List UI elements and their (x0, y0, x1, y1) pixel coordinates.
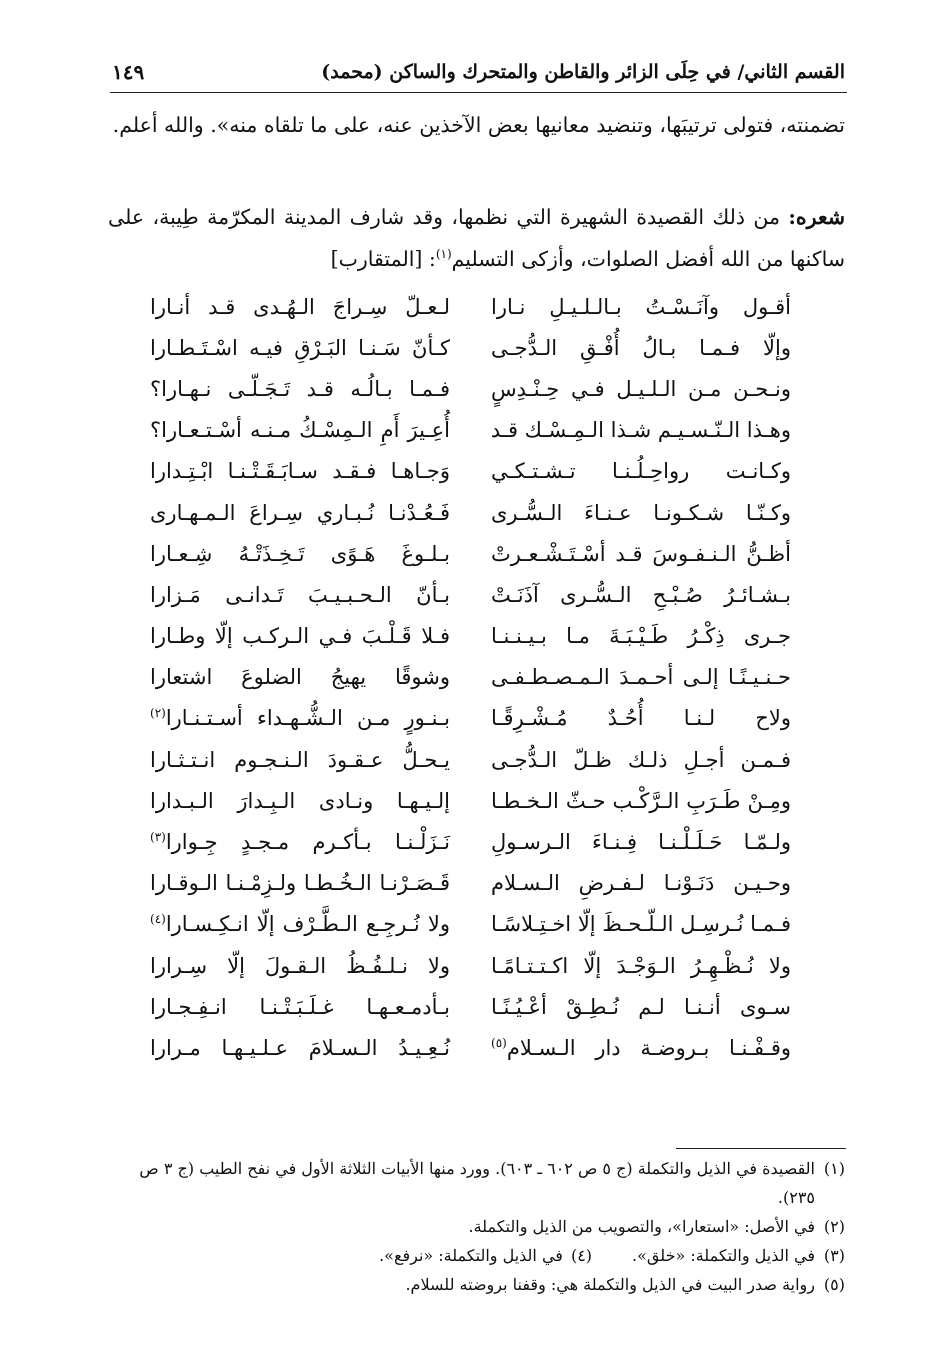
footnote-number: (٥) (823, 1275, 845, 1294)
verse (150, 410, 791, 451)
footnote-text: القصيدة في الذيل والتكملة (ج ٥ ص ٦٠٢ ـ ٦٠٣). وورد منها الأبيات الثلاثة الأول في نفح الطيب (ج ٣ ص ٢٣٥). (139, 1159, 815, 1207)
verse-second-hemistich: قَـصَـرْنـا الـخُـطـا ولـزِمْـنـا الـوقـارا (150, 871, 450, 896)
verse-first-hemistich: وكـنّـا شـكـونـا عـنـاءَ الـسُّـرى (491, 500, 791, 525)
footnote-text: في الذيل والتكملة: «نرفع». (379, 1246, 563, 1265)
verse-first-hemistich: وحـيـن دَنَـوْنـا لـفـرضِ الـسـلام (491, 871, 791, 896)
verse (150, 451, 791, 492)
verse-first-hemistich: فـمـا نُـرسِـل الـلّـحـظَ إلّا اخـتِـلاسًـا (491, 912, 791, 937)
footnote-text: في الأصل: «استعارا»، والتصويب من الذيل والتكملة. (468, 1217, 815, 1236)
footnote-ref[interactable]: (٢) (150, 706, 166, 721)
verse (150, 533, 791, 574)
verse (150, 821, 791, 862)
verse-second-hemistich: نُـعِـيـدُ الـسـلامَ عـلـيـهـا مـرارا (150, 1035, 450, 1060)
verse-second-hemistich: بـأنّ الـحـبـيـبَ تَـدانـى مَـزارا (150, 582, 450, 607)
footnote-3-4 (108, 1241, 845, 1270)
verse-first-hemistich: سـوى أنـنـا لـم نُـطِـقْ أعْـيُـنًـا (491, 994, 791, 1019)
paragraph-poetry-intro (108, 196, 845, 280)
verse-second-hemistich: أُعِـيرَ أَمِ الـمِسْـكُ مـنـه أسْـتـعـارا؟ (150, 418, 450, 443)
footnote-ref[interactable]: (٣) (150, 830, 166, 845)
verse-second-hemistich: لـعـلّ سِـراجَ الـهُـدى قـد أنـارا (150, 294, 450, 319)
verse (150, 368, 791, 409)
verse-second-hemistich: إلـيـهـا ونـادى الـبِـدارَ الـبـدارا (150, 788, 450, 813)
verse (150, 780, 791, 821)
verse-second-hemistich: فـمـا بـالُـه قـد تَـجَـلّـى نـهـارا؟ (150, 376, 450, 401)
verse (150, 739, 791, 780)
verse-first-hemistich: وكـانـت رواحِـلُـنـا تـشـتـكـي (491, 459, 791, 484)
verse-first-hemistich: فـمـن أجـلِ ذلـك ظـلّ الـدُّجـى (491, 747, 791, 772)
footnote-number: (١) (823, 1159, 845, 1178)
verse-first-hemistich: حـنـيـنًـا إلـى أحـمـدَ الـمـصـطـفـى (491, 665, 791, 690)
verse (150, 986, 791, 1027)
footnote-text: في الذيل والتكملة: «خلق». (632, 1246, 815, 1265)
poetry-intro-text: من ذلك القصيدة الشهيرة التي نظمها، وقد شارف المدينة المكرّمة طِيبة، على ساكنها من الله أفضل الصلوات، وأزكى التسليم (108, 205, 845, 271)
verse (150, 863, 791, 904)
running-header (112, 55, 845, 89)
verse-second-hemistich: بـأدمـعـهـا غـلَـبَـتْـنـا انـفِـجـارا (150, 994, 450, 1019)
verse-second-hemistich: ولا نُـرجِـع الـطَّـرْف إلّا انـكِـسـارا$^{(٤)}$ (150, 912, 450, 937)
header-rule (110, 92, 847, 93)
footnote-text: رواية صدر البيت في الذيل والتكملة هي: وقفنا بروضته للسلام. (405, 1275, 815, 1294)
footnote-number: (٢) (823, 1217, 845, 1236)
verse-first-hemistich: ولاح لـنـا أُحُـدٌ مُـشْـرِقًـا (491, 706, 791, 731)
poem (150, 286, 791, 1069)
poetry-lead: شعره: (788, 205, 845, 229)
verse-first-hemistich: ولـمّـا حَـلَـلْـنـا فِـنـاءَ الـرسـولِ (491, 830, 791, 855)
footnote-5 (108, 1270, 845, 1299)
verse-second-hemistich: نَـزَلْـنـا بـأكـرم مـجـدٍ جِـوارا$^{(٣)}$ (150, 830, 450, 855)
verse-first-hemistich: بـشـائـرُ صُـبْـحِ الـسُّـرى آذَنَـتْ (491, 582, 791, 607)
verse-second-hemistich: كـأنّ سَـنـا البَـرْقِ فيـه اسْـتَـطـارا (150, 335, 450, 360)
verse-second-hemistich: وشوقًا يهيجُ الضلوعَ اشتعارا (150, 665, 450, 690)
verse (150, 657, 791, 698)
footnote-2 (108, 1212, 845, 1241)
verse-second-hemistich: بـلـوغَ هَـوًى تَـخِـذَتْـهُ شِـعـارا (150, 541, 450, 566)
verse (150, 698, 791, 739)
verse-first-hemistich: أظـنُّ الـنـفـوسَ قـد أسْـتَـشْـعـرتْ (491, 541, 791, 566)
verse-first-hemistich: وقـفْـنـا بـروضـة دار الـسـلام$^{(٥)}$ (491, 1035, 791, 1060)
verse-second-hemistich: ولا نـلـفُـظُ الـقـولَ إلّا سِـرارا (150, 953, 450, 978)
verse-second-hemistich: وَجـاهـا فـقـد سـابَـقَـتْـنـا ابْـتِـدارا (150, 459, 450, 484)
header-title: القسم الثاني/ في حِلَى الزائر والقاطن والمتحرك والساكن (محمد) (321, 61, 845, 83)
verse (150, 327, 791, 368)
verse-second-hemistich: فـلا قَـلْـبَ فـي الـركـب إلّا وطـارا (150, 624, 450, 649)
verse (150, 616, 791, 657)
footnote-ref[interactable]: (٤) (150, 912, 166, 927)
footnote-number: (٣) (823, 1246, 845, 1265)
footnote-1 (108, 1154, 845, 1212)
footnote-number: (٤) (570, 1246, 593, 1265)
verse (150, 945, 791, 986)
verse (150, 574, 791, 615)
verse-first-hemistich: وهـذا الـنّـسـيـم شـذا الـمِـسْـك قـد (490, 418, 791, 443)
verse-first-hemistich: أقـول وآنَـسْـتُ بـالـلـيـلِ نـارا (491, 294, 791, 319)
verse-first-hemistich: جـرى ذِكْـرُ طَـيْـبَـةَ مـا بـيـنـنـا (491, 624, 791, 649)
meter-name: : [المتقارب] (330, 247, 436, 271)
footnote-rule (676, 1148, 846, 1149)
verse-first-hemistich: وإلّا فـمـا بـالُ أُفْـقِ الـدُّجـى (491, 335, 791, 360)
footnote-ref[interactable]: (١) (435, 247, 452, 262)
verse (150, 1027, 791, 1068)
paragraph-intro: تضمنته، فتولى ترتيبَها، وتنضيد معانيها بعض الآخذين عنه، على ما تلقاه منه». والله أعلم. (112, 113, 845, 137)
verse-second-hemistich: فَـعُـدْنـا نُـبـاري سِـراعَ الـمـهـارى (150, 500, 450, 525)
verse-first-hemistich: ونـحـن مـن الـلـيـل فـي حِـنْـدِسٍ (491, 376, 791, 401)
verse (150, 904, 791, 945)
footnote-ref[interactable]: (٥) (491, 1035, 507, 1050)
verse (150, 286, 791, 327)
verse (150, 492, 791, 533)
verse-first-hemistich: ولا نُـظْـهِـرُ الـوَجْـدَ إلّا اكـتـتـامًـا (491, 953, 791, 978)
verse-second-hemistich: يـحـلُّ عـقـودَ الـنـجـوم انـتـثـارا (150, 747, 450, 772)
verse-first-hemistich: ومِـنْ طَـرَبِ الـرَّكْـب حـثّ الـخـطـا (491, 788, 791, 813)
verse-second-hemistich: بـنـورٍ مـن الـشُّـهـداء أسـتـنـارا$^{(٢)}$ (150, 706, 450, 731)
page-number: ١٤٩ (112, 60, 145, 84)
footnotes (108, 1154, 845, 1299)
